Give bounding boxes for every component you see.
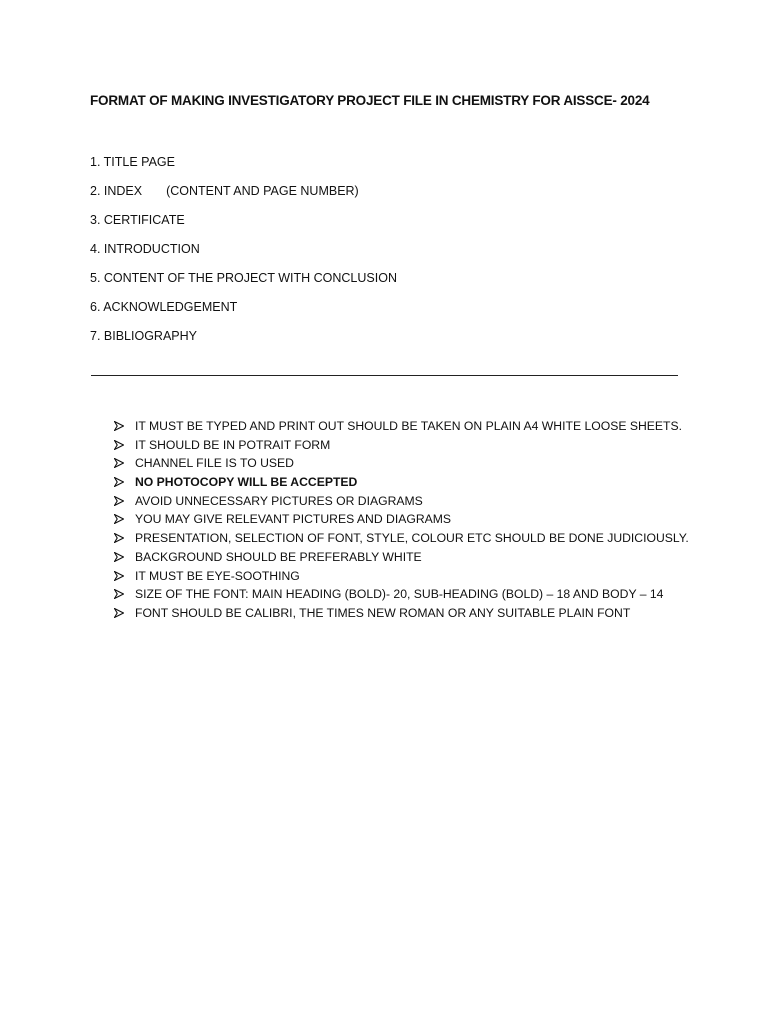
contents-list (90, 154, 397, 358)
contents-item-text: 1. TITLE PAGE (90, 155, 175, 169)
contents-item-text: 3. CERTIFICATE (90, 213, 185, 227)
guideline-text: PRESENTATION, SELECTION OF FONT, STYLE, COLOUR ETC SHOULD BE DONE JUDICIOUSLY. (135, 531, 689, 546)
contents-item (90, 154, 397, 183)
guideline-text: IT MUST BE TYPED AND PRINT OUT SHOULD BE TAKEN ON PLAIN A4 WHITE LOOSE SHEETS. (135, 419, 682, 433)
arrowhead-bullet-icon (113, 605, 127, 621)
guideline-item (113, 511, 689, 530)
arrowhead-bullet-icon (113, 530, 127, 546)
horizontal-divider (91, 375, 678, 376)
guideline-item (113, 493, 689, 512)
guideline-text: IT MUST BE EYE-SOOTHING (135, 568, 300, 583)
contents-item-text: 2. INDEX (90, 184, 143, 198)
guideline-text: FONT SHOULD BE CALIBRI, THE TIMES NEW ROMAN OR ANY SUITABLE PLAIN FONT (135, 605, 631, 620)
contents-item (90, 183, 397, 212)
guideline-text: IT SHOULD BE IN POTRAIT FORM (135, 437, 331, 452)
contents-item-text: 6. ACKNOWLEDGEMENT (90, 300, 238, 314)
contents-item (90, 241, 397, 270)
page-title: FORMAT OF MAKING INVESTIGATORY PROJECT FILE IN CHEMISTRY FOR AISSCE- 2024 (90, 93, 650, 108)
contents-item-note: (CONTENT AND PAGE NUMBER) (166, 184, 359, 198)
guideline-text: AVOID UNNECESSARY PICTURES OR DIAGRAMS (135, 493, 423, 508)
arrowhead-bullet-icon (113, 493, 127, 509)
arrowhead-bullet-icon (113, 474, 127, 490)
arrowhead-bullet-icon (113, 455, 127, 471)
guideline-item (113, 474, 689, 493)
contents-item-text: 5. CONTENT OF THE PROJECT WITH CONCLUSION (90, 271, 397, 285)
arrowhead-bullet-icon (113, 568, 127, 584)
arrowhead-bullet-icon (113, 549, 127, 565)
guideline-item (113, 418, 689, 437)
arrowhead-bullet-icon (113, 437, 127, 453)
guideline-item (113, 455, 689, 474)
guideline-item (113, 586, 689, 605)
contents-item (90, 299, 397, 328)
guideline-item (113, 530, 689, 549)
arrowhead-bullet-icon (113, 511, 127, 527)
contents-item-text: 4. INTRODUCTION (90, 242, 200, 256)
guideline-text: NO PHOTOCOPY WILL BE ACCEPTED (135, 475, 358, 490)
contents-item-text: 7. BIBLIOGRAPHY (90, 329, 197, 343)
guideline-item (113, 549, 689, 568)
contents-item (90, 328, 397, 358)
contents-item (90, 212, 397, 241)
guideline-item (113, 568, 689, 587)
arrowhead-bullet-icon (113, 418, 127, 434)
guideline-text: SIZE OF THE FONT: MAIN HEADING (BOLD)- 20, SUB-HEADING (BOLD) – 18 AND BODY – 14 (135, 587, 664, 602)
contents-item (90, 270, 397, 299)
guideline-text: YOU MAY GIVE RELEVANT PICTURES AND DIAGRAMS (135, 512, 452, 527)
guidelines-list (113, 418, 689, 624)
guideline-text: BACKGROUND SHOULD BE PREFERABLY WHITE (135, 549, 422, 564)
arrowhead-bullet-icon (113, 586, 127, 602)
guideline-item (113, 605, 689, 624)
guideline-text: CHANNEL FILE IS TO USED (135, 456, 294, 471)
guideline-item (113, 437, 689, 456)
